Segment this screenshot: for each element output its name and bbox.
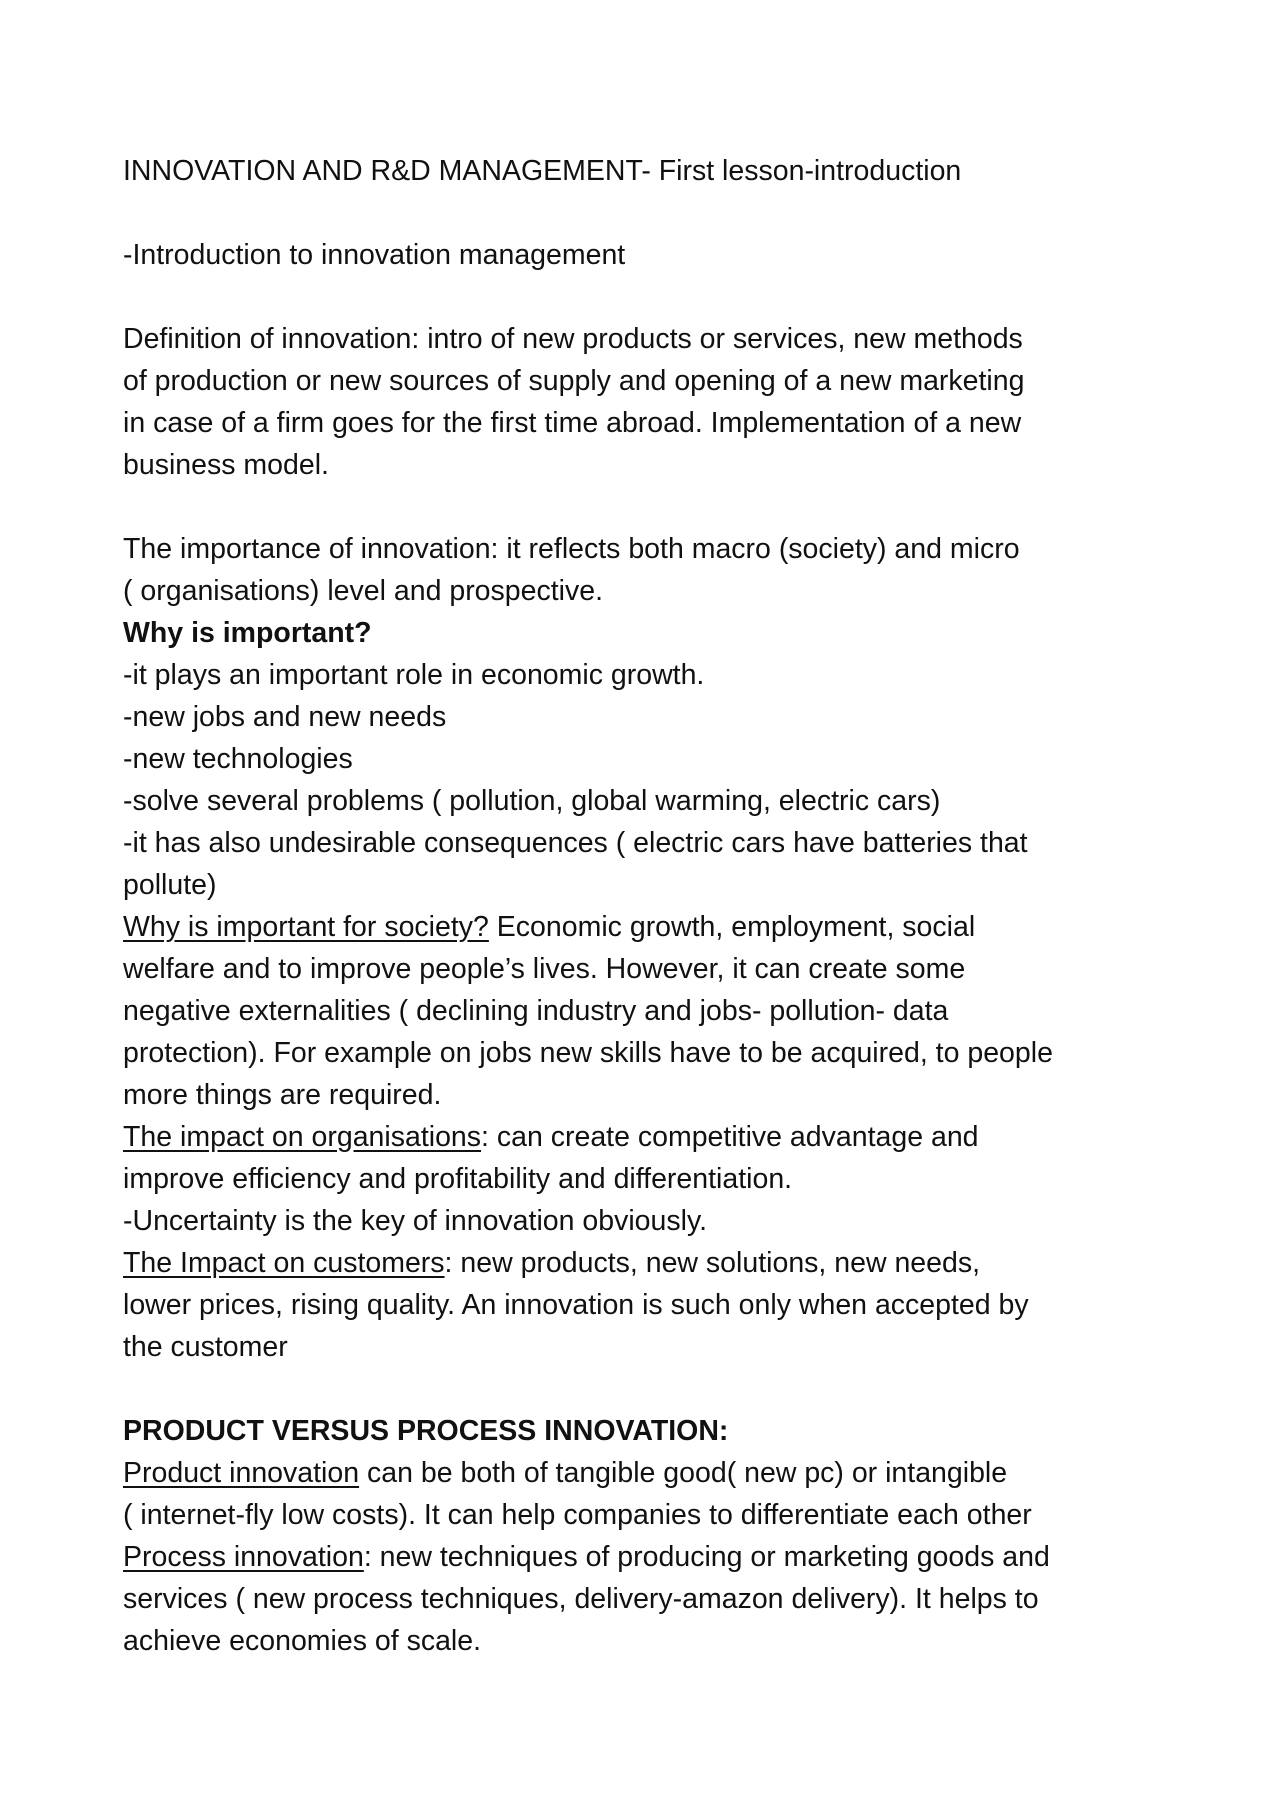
customers-text: : new products, new solutions, new needs, — [444, 1247, 981, 1279]
organisations-line: -Uncertainty is the key of innovation obviously. — [123, 1205, 708, 1237]
why-list-item: -it has also undesirable consequences ( electric cars have batteries that — [123, 827, 1028, 859]
document-page — [123, 150, 1168, 1662]
importance-line: ( organisations) level and prospective. — [123, 575, 604, 607]
section-subtitle: -Introduction to innovation management — [123, 239, 626, 271]
customers-paragraph-first-line — [123, 1242, 1168, 1284]
definition-line: of production or new sources of supply and opening of a new marketing — [123, 365, 1025, 397]
process-innovation-label: Process innovation — [123, 1541, 364, 1573]
society-line: welfare and to improve people’s lives. However, it can create some — [123, 953, 966, 985]
why-list-item: -solve several problems ( pollution, global warming, electric cars) — [123, 785, 941, 817]
organisations-paragraph-first-line — [123, 1116, 1168, 1158]
customers-line: the customer — [123, 1331, 288, 1363]
product-vs-process-heading: PRODUCT VERSUS PROCESS INNOVATION: — [123, 1415, 729, 1447]
definition-line: in case of a firm goes for the first time abroad. Implementation of a new — [123, 407, 1022, 439]
product-innovation-line: ( internet-fly low costs). It can help companies to differentiate each other — [123, 1499, 1032, 1531]
why-list-item: -new technologies — [123, 743, 353, 775]
spacer — [123, 192, 1168, 234]
process-innovation-line: achieve economies of scale. — [123, 1625, 482, 1657]
product-innovation-text: can be both of tangible good( new pc) or intangible — [359, 1457, 1008, 1489]
society-paragraph-first-line — [123, 906, 1168, 948]
product-innovation-first-line — [123, 1452, 1168, 1494]
importance-line: The importance of innovation: it reflects both macro (society) and micro — [123, 533, 1020, 565]
definition-line: business model. — [123, 449, 329, 481]
spacer — [123, 486, 1168, 528]
spacer — [123, 1368, 1168, 1410]
organisations-text: : can create competitive advantage and — [481, 1121, 979, 1153]
process-innovation-line: services ( new process techniques, delivery-amazon delivery). It helps to — [123, 1583, 1039, 1615]
organisations-line: improve efficiency and profitability and differentiation. — [123, 1163, 793, 1195]
society-text: Economic growth, employment, social — [488, 911, 976, 943]
customers-label: The Impact on customers — [123, 1247, 445, 1279]
definition-line: Definition of innovation: intro of new products or services, new methods — [123, 323, 1023, 355]
process-innovation-first-line — [123, 1536, 1168, 1578]
society-label: Why is important for society? — [123, 911, 489, 943]
society-line: protection). For example on jobs new skills have to be acquired, to people — [123, 1037, 1053, 1069]
process-innovation-text: : new techniques of producing or marketing goods and — [363, 1541, 1050, 1573]
spacer — [123, 276, 1168, 318]
society-line: more things are required. — [123, 1079, 442, 1111]
why-list-item: pollute) — [123, 869, 217, 901]
customers-line: lower prices, rising quality. An innovation is such only when accepted by — [123, 1289, 1029, 1321]
why-list-item: -new jobs and new needs — [123, 701, 447, 733]
document-title: INNOVATION AND R&D MANAGEMENT- First lesson-introduction — [123, 155, 962, 187]
why-list-item: -it plays an important role in economic growth. — [123, 659, 705, 691]
society-line: negative externalities ( declining industry and jobs- pollution- data — [123, 995, 949, 1027]
why-important-heading: Why is important? — [123, 617, 372, 649]
organisations-label: The impact on organisations — [123, 1121, 482, 1153]
product-innovation-label: Product innovation — [123, 1457, 360, 1489]
